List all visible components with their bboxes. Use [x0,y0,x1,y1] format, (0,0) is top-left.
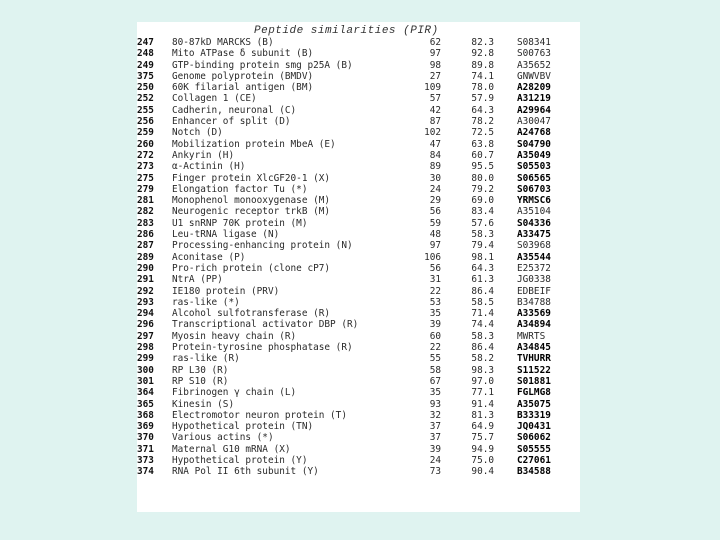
pir-accession: S06703 [517,183,551,195]
table-row [137,48,580,59]
entry-number: 250 [137,82,154,94]
table-row [137,353,580,364]
table-row [137,218,580,229]
percent-value: 57.9 [471,93,494,105]
score-value: 57 [429,93,441,105]
table-row [137,342,580,353]
entry-number: 299 [137,353,154,365]
entry-number: 289 [137,251,154,263]
table-row [137,93,580,104]
protein-description: Finger protein XlcGF20-1 (X) [172,172,331,184]
table-row [137,252,580,263]
percent-value: 95.5 [471,161,494,173]
table-row [137,399,580,410]
pir-accession: E25372 [517,262,551,274]
percent-value: 57.6 [471,217,494,229]
entry-number: 293 [137,296,154,308]
score-value: 58 [429,364,441,376]
percent-value: 82.3 [471,37,494,48]
pir-accession: A35049 [517,149,551,161]
table-row [137,421,580,432]
table-row [137,71,580,82]
pir-accession: S11522 [517,364,551,376]
protein-description: Enhancer of split (D) [172,116,291,128]
protein-description: Fibrinogen γ chain (L) [172,387,297,399]
percent-value: 58.3 [471,330,494,342]
score-value: 30 [429,172,441,184]
score-value: 89 [429,161,441,173]
score-value: 24 [429,183,441,195]
protein-description: Neurogenic receptor trkB (M) [172,206,331,218]
table-row [137,161,580,172]
table-row [137,60,580,71]
pir-accession: JQ0431 [517,421,551,433]
entry-number: 370 [137,432,154,444]
percent-value: 64.3 [471,262,494,274]
entry-number: 249 [137,59,154,71]
score-value: 60 [429,330,441,342]
entry-number: 275 [137,172,154,184]
entry-number: 282 [137,206,154,218]
scanned-page [137,22,580,512]
score-value: 24 [429,454,441,466]
percent-value: 75.0 [471,454,494,466]
percent-value: 86.4 [471,285,494,297]
table-row [137,195,580,206]
protein-description: RP L30 (R) [172,364,229,376]
score-value: 37 [429,432,441,444]
protein-description: ras-like (R) [172,353,240,365]
score-value: 84 [429,149,441,161]
entry-number: 301 [137,375,154,387]
pir-accession: S01881 [517,375,551,387]
table-row [137,37,580,48]
protein-description: Aconitase (P) [172,251,246,263]
score-value: 56 [429,262,441,274]
entry-number: 291 [137,274,154,286]
percent-value: 80.0 [471,172,494,184]
table-row [137,432,580,443]
pir-accession: A30047 [517,116,551,128]
table-row [137,331,580,342]
score-value: 37 [429,421,441,433]
protein-description: Collagen 1 (CE) [172,93,257,105]
percent-value: 61.3 [471,274,494,286]
pir-accession: A34894 [517,319,551,331]
percent-value: 98.1 [471,251,494,263]
pir-accession: S05555 [517,443,551,455]
protein-description: Mito ATPase δ subunit (B) [172,48,314,60]
pir-accession: A35544 [517,251,551,263]
score-value: 56 [429,206,441,218]
pir-accession: FGLMG8 [517,387,551,399]
pir-accession: JG0338 [517,274,551,286]
page-title: Peptide similarities (PIR) [254,25,439,37]
pir-accession: S04336 [517,217,551,229]
table-row [137,150,580,161]
table-row [137,82,580,93]
percent-value: 64.9 [471,421,494,433]
entry-number: 290 [137,262,154,274]
entry-number: 273 [137,161,154,173]
score-value: 87 [429,116,441,128]
entry-number: 259 [137,127,154,139]
pir-accession: A31219 [517,93,551,105]
protein-description: Hypothetical protein (TN) [172,421,314,433]
pir-accession: A33475 [517,229,551,241]
entry-number: 373 [137,454,154,466]
pir-accession: S05503 [517,161,551,173]
entry-number: 260 [137,138,154,150]
protein-description: Kinesin (S) [172,398,235,410]
percent-value: 74.1 [471,70,494,82]
pir-accession: S06565 [517,172,551,184]
percent-value: 58.2 [471,353,494,365]
protein-description: Genome polyprotein (BMDV) [172,70,314,82]
percent-value: 81.3 [471,409,494,421]
pir-accession: B33319 [517,409,551,421]
entry-number: 292 [137,285,154,297]
percent-value: 97.0 [471,375,494,387]
score-value: 98 [429,59,441,71]
entry-number: 281 [137,195,154,207]
entry-number: 300 [137,364,154,376]
score-value: 106 [424,251,441,263]
score-value: 39 [429,319,441,331]
table-row [137,466,580,477]
entry-number: 369 [137,421,154,433]
score-value: 53 [429,296,441,308]
table-row [137,308,580,319]
protein-description: 60K filarial antigen (BM) [172,82,314,94]
table-row [137,365,580,376]
percent-value: 64.3 [471,104,494,116]
score-value: 39 [429,443,441,455]
pir-accession: A28209 [517,82,551,94]
entry-number: 252 [137,93,154,105]
entry-number: 256 [137,116,154,128]
entry-number: 279 [137,183,154,195]
score-value: 48 [429,229,441,241]
percent-value: 72.5 [471,127,494,139]
score-value: 22 [429,342,441,354]
pir-accession: S08341 [517,37,551,48]
protein-description: Transcriptional activator DBP (R) [172,319,359,331]
pir-accession: C27061 [517,454,551,466]
pir-accession: A35075 [517,398,551,410]
score-value: 73 [429,466,441,478]
entry-number: 296 [137,319,154,331]
entry-number: 364 [137,387,154,399]
table-row [137,410,580,421]
table-row [137,184,580,195]
protein-description: 80-87kD MARCKS (B) [172,37,274,48]
protein-description: Protein-tyrosine phosphatase (R) [172,342,353,354]
protein-description: Pro-rich protein (clone cP7) [172,262,331,274]
protein-description: Cadherin, neuronal (C) [172,104,297,116]
protein-description: Notch (D) [172,127,223,139]
protein-description: GTP-binding protein smg p25A (B) [172,59,353,71]
entry-number: 297 [137,330,154,342]
pir-accession: A35652 [517,59,551,71]
entry-number: 368 [137,409,154,421]
protein-description: Alcohol sulfotransferase (R) [172,308,331,320]
pir-accession: MWRTS [517,330,546,342]
protein-description: Monophenol monooxygenase (M) [172,195,331,207]
protein-description: Hypothetical protein (Y) [172,454,308,466]
table-row [137,387,580,398]
pir-accession: S00763 [517,48,551,60]
score-value: 93 [429,398,441,410]
score-value: 32 [429,409,441,421]
percent-value: 60.7 [471,149,494,161]
entry-number: 247 [137,37,154,48]
table-row [137,376,580,387]
protein-description: Various actins (*) [172,432,274,444]
protein-description: U1 snRNP 70K protein (M) [172,217,308,229]
protein-description: Leu-tRNA ligase (N) [172,229,280,241]
protein-description: RP S10 (R) [172,375,229,387]
pir-accession: A34845 [517,342,551,354]
pir-accession: A35104 [517,206,551,218]
table-row [137,274,580,285]
score-value: 31 [429,274,441,286]
entry-number: 283 [137,217,154,229]
score-value: 102 [424,127,441,139]
score-value: 22 [429,285,441,297]
percent-value: 69.0 [471,195,494,207]
protein-description: Electromotor neuron protein (T) [172,409,347,421]
score-value: 42 [429,104,441,116]
entry-number: 255 [137,104,154,116]
percent-value: 71.4 [471,308,494,320]
score-value: 109 [424,82,441,94]
entry-number: 298 [137,342,154,354]
pir-accession: TVHURR [517,353,551,365]
entry-number: 371 [137,443,154,455]
percent-value: 83.4 [471,206,494,218]
pir-accession: A24768 [517,127,551,139]
similarity-table [137,37,580,478]
score-value: 35 [429,387,441,399]
table-row [137,455,580,466]
entry-number: 248 [137,48,154,60]
protein-description: NtrA (PP) [172,274,223,286]
percent-value: 98.3 [471,364,494,376]
score-value: 97 [429,240,441,252]
percent-value: 79.2 [471,183,494,195]
table-row [137,139,580,150]
entry-number: 287 [137,240,154,252]
percent-value: 94.9 [471,443,494,455]
table-row [137,297,580,308]
score-value: 59 [429,217,441,229]
percent-value: 63.8 [471,138,494,150]
percent-value: 89.8 [471,59,494,71]
protein-description: Maternal G10 mRNA (X) [172,443,291,455]
entry-number: 365 [137,398,154,410]
protein-description: Ankyrin (H) [172,149,235,161]
table-row [137,206,580,217]
pir-accession: A29964 [517,104,551,116]
protein-description: Myosin heavy chain (R) [172,330,297,342]
protein-description: α-Actinin (H) [172,161,246,173]
pir-accession: B34588 [517,466,551,478]
protein-description: Elongation factor Tu (*) [172,183,308,195]
protein-description: ras-like (*) [172,296,240,308]
pir-accession: S04790 [517,138,551,150]
percent-value: 78.2 [471,116,494,128]
percent-value: 79.4 [471,240,494,252]
entry-number: 272 [137,149,154,161]
table-row [137,444,580,455]
table-row [137,263,580,274]
score-value: 29 [429,195,441,207]
score-value: 27 [429,70,441,82]
table-row [137,229,580,240]
table-row [137,116,580,127]
entry-number: 294 [137,308,154,320]
entry-number: 374 [137,466,154,478]
pir-accession: S03968 [517,240,551,252]
score-value: 67 [429,375,441,387]
score-value: 35 [429,308,441,320]
pir-accession: GNWVBV [517,70,551,82]
protein-description: Mobilization protein MbeA (E) [172,138,336,150]
percent-value: 74.4 [471,319,494,331]
table-row [137,105,580,116]
pir-accession: YRMSC6 [517,195,551,207]
percent-value: 58.3 [471,229,494,241]
pir-accession: B34788 [517,296,551,308]
percent-value: 92.8 [471,48,494,60]
score-value: 62 [429,37,441,48]
percent-value: 75.7 [471,432,494,444]
entry-number: 286 [137,229,154,241]
table-row [137,286,580,297]
percent-value: 90.4 [471,466,494,478]
percent-value: 78.0 [471,82,494,94]
protein-description: Processing-enhancing protein (N) [172,240,353,252]
protein-description: IE180 protein (PRV) [172,285,280,297]
table-row [137,127,580,138]
percent-value: 86.4 [471,342,494,354]
percent-value: 58.5 [471,296,494,308]
entry-number: 375 [137,70,154,82]
score-value: 97 [429,48,441,60]
table-row [137,173,580,184]
pir-accession: EDBEIF [517,285,551,297]
percent-value: 91.4 [471,398,494,410]
score-value: 47 [429,138,441,150]
score-value: 55 [429,353,441,365]
percent-value: 77.1 [471,387,494,399]
table-row [137,240,580,251]
pir-accession: A33569 [517,308,551,320]
table-row [137,319,580,330]
pir-accession: S06062 [517,432,551,444]
protein-description: RNA Pol II 6th subunit (Y) [172,466,319,478]
